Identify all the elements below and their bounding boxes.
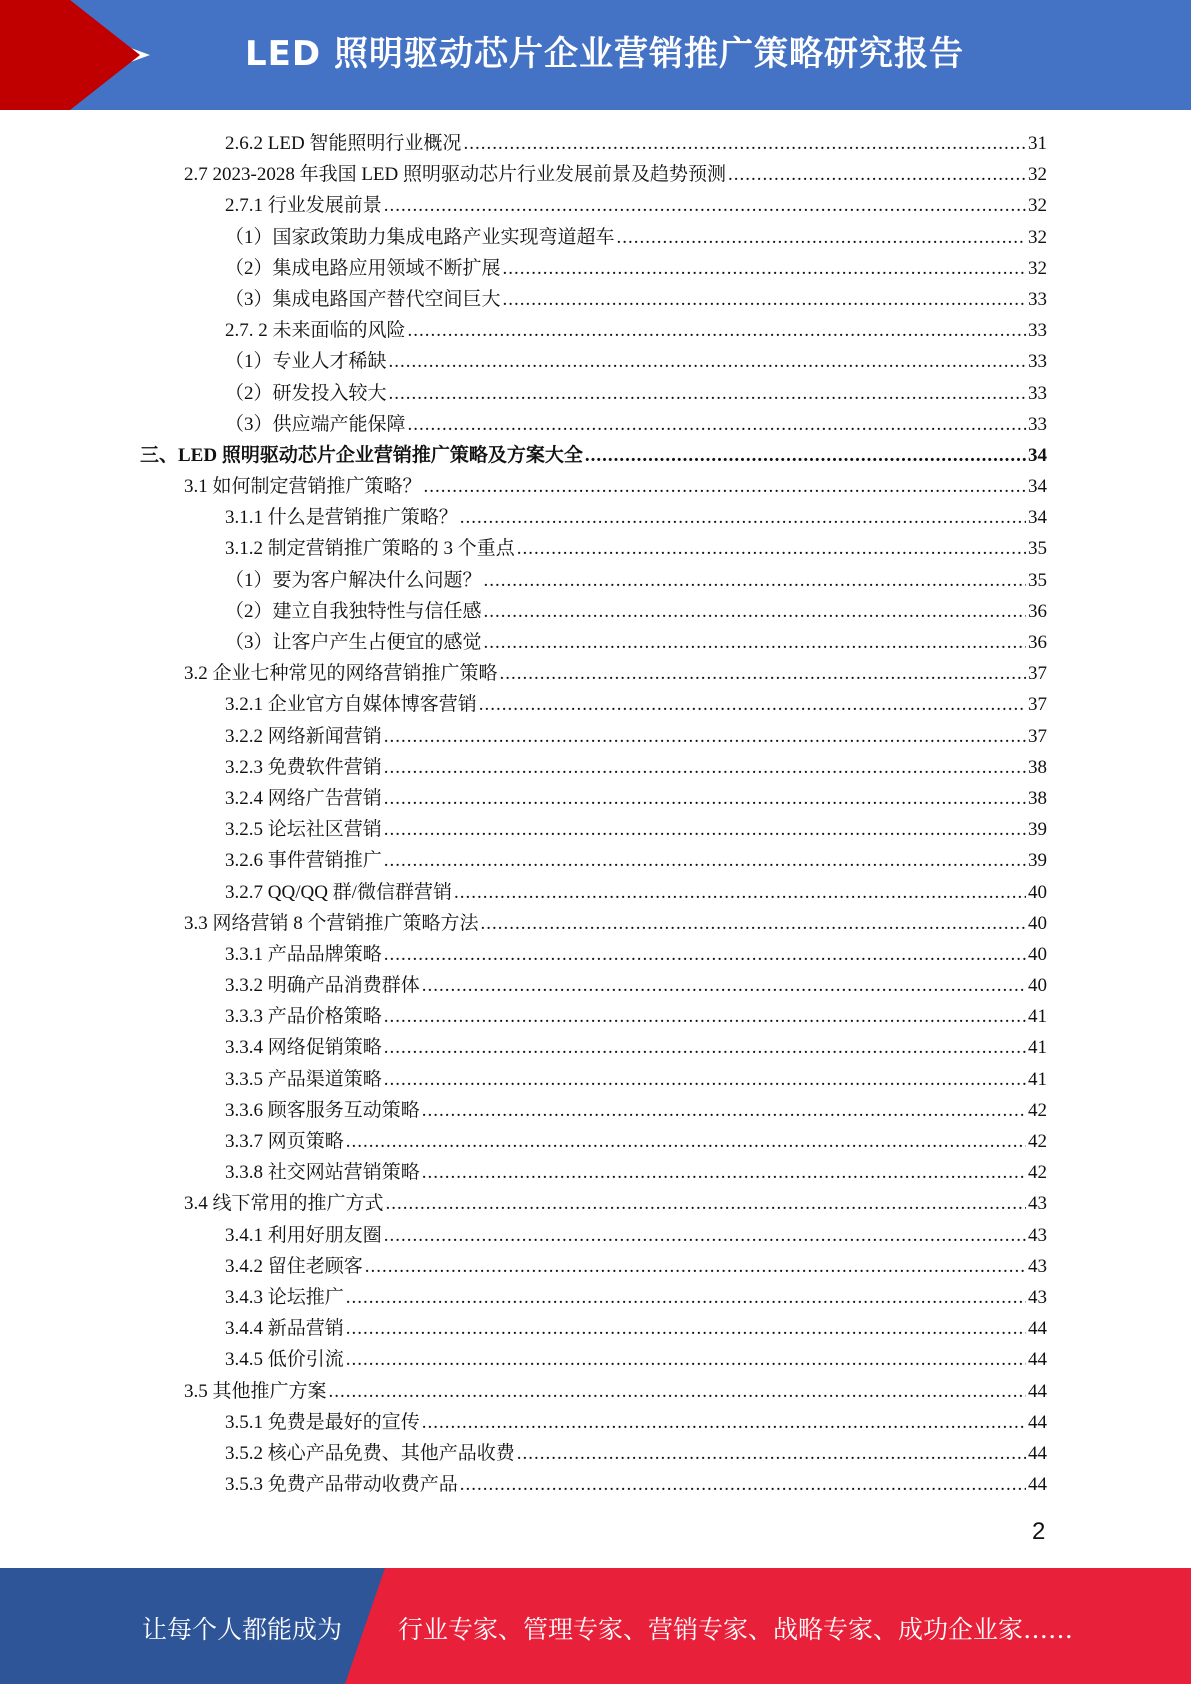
toc-entry-page: 38 [1028,756,1047,778]
toc-entry-label: 3.3.4 网络促销策略 [225,1037,382,1059]
toc-entry[interactable] [225,315,1191,346]
toc-entry-label: 3.2.7 QQ/QQ 群/微信群营销 [225,881,452,903]
toc-entry[interactable] [225,1344,1191,1375]
toc-entry-label: 3.2.5 论坛社区营销 [225,819,382,841]
toc-entry-page: 43 [1028,1193,1047,1215]
toc-dot-leader [346,1344,1026,1375]
toc-entry-label: 3.3.1 产品品牌策略 [225,943,382,965]
toc-entry-page: 41 [1028,1068,1047,1090]
toc-entry[interactable] [225,596,1191,627]
toc-dot-leader [422,1095,1026,1126]
toc-entry[interactable] [184,1188,1191,1219]
toc-entry-page: 44 [1028,1442,1047,1464]
toc-dot-leader [484,596,1026,627]
footer-slogan-right: 行业专家、管理专家、营销专家、战略专家、成功企业家…… [398,1615,1074,1644]
toc-entry[interactable] [225,1095,1191,1126]
toc-entry-page: 36 [1028,632,1047,653]
toc-entry-page: 32 [1028,164,1047,186]
toc-dot-leader [365,1251,1026,1282]
toc-entry-page: 32 [1028,226,1047,248]
toc-dot-leader [384,190,1026,221]
toc-entry-label: 3.1.1 什么是营销推广策略？ [225,507,458,529]
toc-entry[interactable] [225,346,1191,377]
toc-entry[interactable] [225,1157,1191,1188]
toc-entry-label: 3.2.1 企业官方自媒体博客营销 [225,694,477,716]
toc-entry-page: 34 [1028,507,1047,529]
toc-entry[interactable] [225,845,1191,876]
toc-dot-leader [500,658,1026,689]
toc-entry-page: 33 [1028,320,1047,342]
toc-entry-page: 44 [1028,1380,1047,1402]
toc-dot-leader [346,1126,1026,1157]
toc-entry-label: （2）建立自我独特性与信任感 [225,600,482,622]
toc-dot-leader [384,1001,1026,1032]
toc-dot-leader [422,1157,1026,1188]
toc-entry-label: （3）集成电路国产替代空间巨大 [225,288,501,310]
toc-entry[interactable] [225,190,1191,221]
toc-entry[interactable] [225,721,1191,752]
toc-entry-page: 43 [1028,1255,1047,1277]
toc-dot-leader [346,1313,1026,1344]
toc-entry[interactable] [225,222,1191,253]
toc-entry-label: 3.2.2 网络新闻营销 [225,725,382,747]
toc-dot-leader [384,721,1026,752]
toc-dot-leader [389,378,1026,409]
toc-dot-leader [329,1376,1026,1407]
toc-entry[interactable] [225,689,1191,720]
toc-entry-page: 34 [1028,444,1047,466]
toc-entry[interactable] [225,783,1191,814]
toc-entry-page: 43 [1028,1224,1047,1246]
toc-entry-label: 3.3.5 产品渠道策略 [225,1068,382,1090]
toc-entry-page: 32 [1028,195,1047,217]
toc-entry-label: 3.2.4 网络广告营销 [225,787,382,809]
toc-dot-leader [422,970,1026,1001]
toc-entry-label: 3.5.1 免费是最好的宣传 [225,1411,420,1433]
toc-dot-leader [384,814,1026,845]
toc-entry-page: 33 [1028,351,1047,373]
toc-dot-leader [389,346,1026,377]
toc-entry[interactable] [225,253,1191,284]
toc-entry[interactable] [225,128,1191,159]
toc-dot-leader [460,502,1026,533]
toc-dot-leader [484,627,1026,658]
toc-entry-label: 3.3 网络营销 8 个营销推广策略方法 [184,912,479,934]
toc-entry-page: 44 [1028,1474,1047,1496]
toc-entry-label: 2.7.1 行业发展前景 [225,195,382,217]
toc-entry-label: 3.2.3 免费软件营销 [225,756,382,778]
toc-entry-label: 2.7. 2 未来面临的风险 [225,320,406,342]
toc-entry-page: 40 [1028,975,1047,997]
toc-dot-leader [517,1438,1026,1469]
toc-dot-leader [384,1220,1026,1251]
toc-entry-page: 40 [1028,943,1047,965]
toc-entry[interactable] [225,1032,1191,1063]
toc-entry-label: （2）研发投入较大 [225,382,387,404]
toc-entry[interactable] [225,970,1191,1001]
toc-entry-page: 40 [1028,881,1047,903]
header-banner [0,0,1191,110]
toc-dot-leader [424,471,1026,502]
toc-entry[interactable] [184,471,1191,502]
toc-dot-leader [386,1188,1026,1219]
toc-dot-leader [384,845,1026,876]
toc-entry[interactable] [184,159,1191,190]
toc-entry[interactable] [225,565,1191,596]
toc-dot-leader [479,689,1026,720]
toc-entry[interactable] [225,409,1191,440]
toc-entry-page: 38 [1028,787,1047,809]
toc-entry-label: 3.3.6 顾客服务互动策略 [225,1099,420,1121]
toc-entry-page: 43 [1028,1286,1047,1308]
toc-entry-label: 3.4.1 利用好朋友圈 [225,1224,382,1246]
toc-entry-label: 2.7 2023-2028 年我国 LED 照明驱动芯片行业发展前景及趋势预测 [184,164,727,186]
toc-dot-leader [503,253,1026,284]
toc-entry[interactable] [225,1251,1191,1282]
toc-entry-page: 42 [1028,1162,1047,1184]
toc-entry[interactable] [225,1220,1191,1251]
toc-dot-leader [384,783,1026,814]
toc-entry-page: 37 [1028,663,1047,685]
toc-entry[interactable] [225,1064,1191,1095]
toc-entry-page: 34 [1028,476,1047,498]
toc-entry-page: 35 [1028,569,1047,591]
toc-dot-leader [481,908,1026,939]
toc-entry-label: 3.3.8 社交网站营销策略 [225,1162,420,1184]
toc-entry-page: 36 [1028,600,1047,622]
toc-dot-leader [454,877,1026,908]
page-number: 2 [1032,1518,1046,1545]
toc-entry[interactable] [184,1376,1191,1407]
toc-entry[interactable] [225,1126,1191,1157]
toc-entry-page: 41 [1028,1006,1047,1028]
toc-dot-leader [585,440,1026,471]
toc-entry[interactable] [225,533,1191,564]
toc-entry-page: 42 [1028,1099,1047,1121]
toc-entry-label: 3.3.2 明确产品消费群体 [225,975,420,997]
header-red-arrow [70,0,140,110]
toc-entry-label: 3.1 如何制定营销推广策略？ [184,476,422,498]
toc-entry[interactable] [225,627,1191,658]
toc-entry-page: 42 [1028,1131,1047,1152]
toc-dot-leader [384,1064,1026,1095]
toc-entry-page: 40 [1028,912,1047,934]
toc-entry-label: 3.3.3 产品价格策略 [225,1006,382,1028]
toc-entry-label: （3）让客户产生占便宜的感觉 [225,632,482,653]
toc-entry-label: 3.2 企业七种常见的网络营销推广策略 [184,663,498,685]
toc-entry[interactable] [225,378,1191,409]
toc-entry[interactable] [225,939,1191,970]
toc-entry-label: （1）专业人才稀缺 [225,351,387,373]
toc-entry[interactable] [225,1438,1191,1469]
toc-entry-label: 3.4.4 新品营销 [225,1318,344,1340]
toc-entry-page: 37 [1028,694,1047,716]
toc-entry-page: 39 [1028,819,1047,841]
toc-entry[interactable] [140,440,1191,471]
toc-dot-leader [517,533,1026,564]
toc-entry-label: 三、LED 照明驱动芯片企业营销推广策略及方案大全 [140,444,583,466]
toc-dot-leader [408,315,1026,346]
toc-entry-page: 44 [1028,1411,1047,1433]
toc-entry-label: 3.4 线下常用的推广方式 [184,1193,384,1215]
toc-entry-label: 3.4.2 留住老顾客 [225,1255,363,1277]
toc-entry-label: 3.4.3 论坛推广 [225,1286,344,1308]
toc-entry[interactable] [225,1469,1191,1500]
toc-entry[interactable] [225,877,1191,908]
toc-dot-leader [384,1032,1026,1063]
toc-dot-leader [384,752,1026,783]
toc-entry-page: 39 [1028,850,1047,872]
header-red-block [0,0,70,110]
toc-entry-label: 2.6.2 LED 智能照明行业概况 [225,133,462,154]
toc-dot-leader [503,284,1026,315]
toc-entry-label: （1）国家政策助力集成电路产业实现弯道超车 [225,226,615,248]
toc-entry[interactable] [225,1313,1191,1344]
toc-entry-label: 3.4.5 低价引流 [225,1349,344,1371]
toc-entry-label: （2）集成电路应用领域不断扩展 [225,257,501,279]
toc-entry-label: 3.2.6 事件营销推广 [225,850,382,872]
toc-entry-page: 35 [1028,538,1047,560]
toc-entry-page: 44 [1028,1318,1047,1340]
toc-entry[interactable] [184,908,1191,939]
table-of-contents [0,128,1191,1500]
toc-entry-label: 3.3.7 网页策略 [225,1131,344,1152]
toc-entry-page: 41 [1028,1037,1047,1059]
toc-entry[interactable] [225,502,1191,533]
toc-dot-leader [484,565,1026,596]
toc-entry-page: 44 [1028,1349,1047,1371]
toc-entry-label: （3）供应端产能保障 [225,413,406,435]
toc-entry-label: （1）要为客户解决什么问题？ [225,569,482,591]
toc-dot-leader [463,128,1026,159]
toc-dot-leader [408,409,1026,440]
toc-entry-page: 33 [1028,382,1047,404]
toc-entry-page: 32 [1028,257,1047,279]
toc-dot-leader [460,1469,1026,1500]
toc-entry[interactable] [225,1282,1191,1313]
footer-slogan-left: 让每个人都能成为 [142,1615,343,1644]
toc-dot-leader [728,159,1026,190]
report-title: LED 照明驱动芯片企业营销推广策略研究报告 [245,34,964,74]
toc-entry-label: 3.5.2 核心产品免费、其他产品收费 [225,1442,515,1464]
toc-entry-page: 37 [1028,725,1047,747]
toc-entry-label: 3.1.2 制定营销推广策略的 3 个重点 [225,538,515,560]
toc-entry[interactable] [184,658,1191,689]
toc-entry[interactable] [225,284,1191,315]
toc-entry-label: 3.5 其他推广方案 [184,1380,327,1402]
toc-dot-leader [422,1407,1026,1438]
toc-entry-page: 31 [1028,133,1047,154]
toc-entry[interactable] [225,1001,1191,1032]
toc-dot-leader [384,939,1026,970]
toc-entry-label: 3.5.3 免费产品带动收费产品 [225,1474,458,1496]
toc-entry[interactable] [225,814,1191,845]
toc-entry[interactable] [225,1407,1191,1438]
toc-entry-page: 33 [1028,413,1047,435]
toc-entry[interactable] [225,752,1191,783]
footer-banner [0,1568,1191,1684]
toc-entry-page: 33 [1028,288,1047,310]
toc-dot-leader [346,1282,1026,1313]
toc-dot-leader [617,222,1026,253]
